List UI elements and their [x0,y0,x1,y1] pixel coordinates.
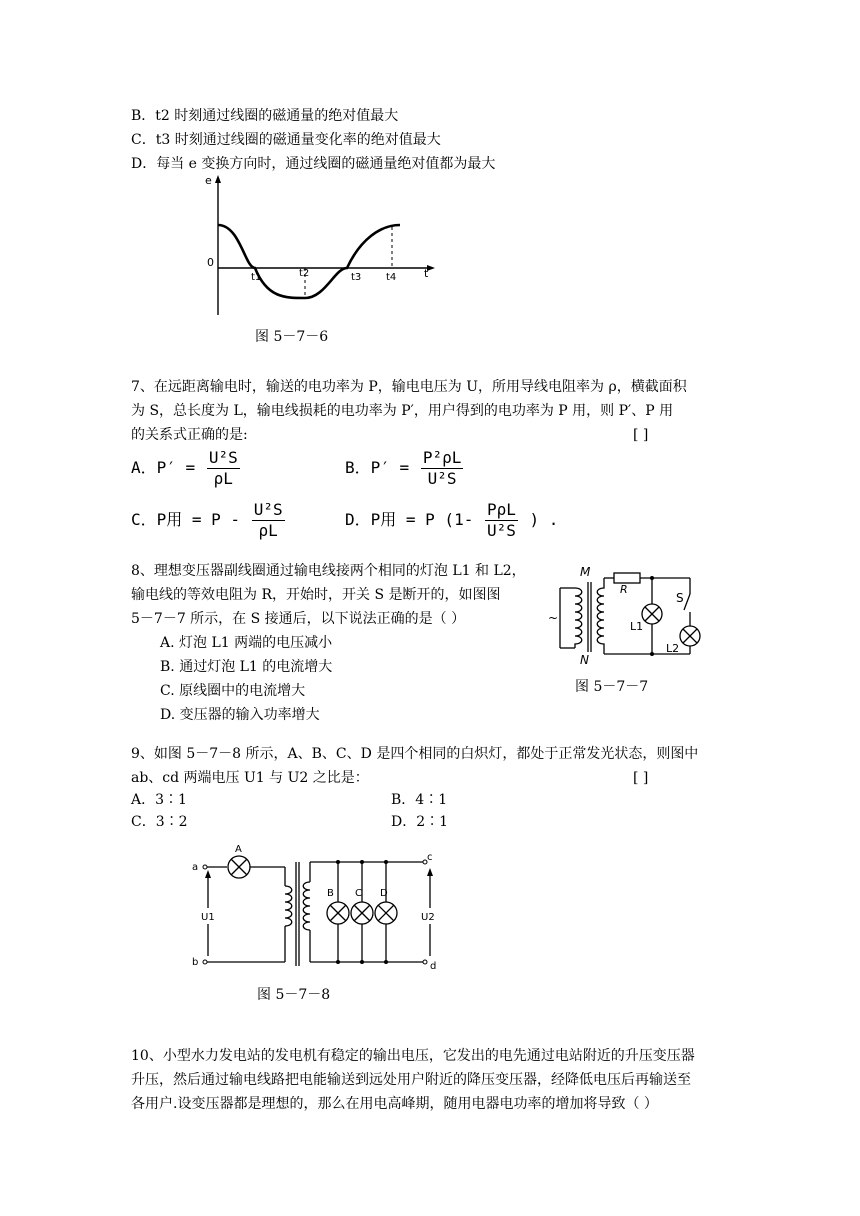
q8-stem-line-2: 输电线的等效电阻为 R，开始时，开关 S 是断开的，如图图 [131,587,501,603]
figure-5-7-8-caption: 图 5－7－8 [257,987,331,1003]
q8-option-c: C. 原线圈中的电流增大 [160,683,306,699]
q9-option-a: A．3∶1 [131,792,187,808]
q8-option-b: B. 通过灯泡 L1 的电流增大 [160,659,333,675]
origin-label: 0 [207,256,214,269]
tick-t2: t2 [299,268,310,279]
q8-option-d: D. 变压器的输入功率增大 [160,707,320,723]
label-n: N [580,653,589,667]
tick-t4: t4 [386,272,397,283]
q6-option-b: B．t2 时刻通过线圈的磁通量的绝对值最大 [131,108,399,124]
q8-stem-line-3: 5－7－7 所示，在 S 接通后，以下说法正确的是（ ） [131,611,466,627]
lamp-a-label: A [235,844,242,855]
label-l1: L1 [630,620,644,633]
q7-option-d-numerator: PρL [486,500,516,519]
q7-option-c-denominator: ρL [258,521,278,540]
q7-option-b-numerator: P²ρL [422,448,462,467]
source-ac-symbol: ~ [548,611,559,625]
terminal-a: a [192,862,199,873]
label-s: S [676,591,684,605]
q8-option-a: A. 灯泡 L1 两端的电压减小 [160,635,333,651]
figure-5-7-8-circuit [175,838,445,978]
tick-t3: t3 [351,272,362,283]
q7-option-a [131,448,242,489]
q7-option-a-label: A．P′ = [131,458,196,477]
label-l2: L2 [666,642,680,655]
q7-option-c [131,500,287,541]
axis-t-label: t [424,267,429,280]
lamp-c-label: C [355,888,362,899]
q7-option-b-denominator: U²S [427,469,457,488]
q7-stem-line-2: 为 S，总长度为 L，输电线损耗的电功率为 P′，用户得到的电功率为 P 用，则 P′、P 用 [131,403,674,419]
q7-option-b [345,448,465,489]
q9-answer-bracket: [ ] [633,770,649,786]
q9-option-d: D．2∶1 [391,814,449,830]
q6-option-d: D．每当 e 变换方向时，通过线圈的磁通量绝对值都为最大 [131,156,496,172]
figure-5-7-7-caption: 图 5－7－7 [575,679,649,695]
q10-line-2: 升压，然后通过输电线路把电能输送到远处用户附近的降压变压器，经降低电压后再输送至 [131,1072,691,1088]
tick-t1: t1 [251,272,262,283]
q9-stem-line-2: ab、cd 两端电压 U1 与 U2 之比是： [131,770,369,786]
terminal-c: c [427,852,433,863]
q9-stem-line-1: 9、如图 5－7－8 所示，A、B、C、D 是四个相同的白炽灯，都处于正常发光状态，则图中 [131,746,699,762]
q10-line-1: 10、小型水力发电站的发电机有稳定的输出电压，它发出的电先通过电站附近的升压变压器 [131,1048,695,1064]
label-m: M [580,565,591,579]
terminal-d: d [430,961,437,972]
q7-option-b-label: B．P′ = [345,458,410,477]
axis-e-label: e [205,174,212,187]
q7-option-c-numerator: U²S [253,500,283,519]
q7-stem-line-1: 7、在远距离输电时，输送的电功率为 P，输电电压为 U，所用导线电阻率为 ρ，横截面积 [131,379,687,395]
q9-option-c: C．3∶2 [131,814,188,830]
sine-curve [218,225,400,298]
q7-option-c-label: C．P用 = P - [131,510,241,529]
voltage-u1-label: U1 [201,912,215,923]
figure-5-7-7-circuit [540,560,720,672]
label-r: R [620,583,628,596]
q8-stem-line-1: 8、理想变压器副线圈通过输电线接两个相同的灯泡 L1 和 L2， [131,563,526,579]
q7-option-d-denominator: U²S [486,521,516,540]
q9-option-b: B．4∶1 [391,792,448,808]
figure-5-7-6-caption: 图 5－7－6 [255,329,329,345]
q7-stem-line-3: 的关系式正确的是: [131,427,248,443]
q7-option-a-denominator: ρL [213,469,233,488]
q7-answer-bracket: [ ] [633,427,649,443]
q10-line-3: 各用户.设变压器都是理想的，那么在用电高峰期，随用电器电功率的增加将导致（ ） [131,1096,658,1112]
q6-option-c: C．t3 时刻通过线圈的磁通量变化率的绝对值最大 [131,132,441,148]
voltage-u2-label: U2 [421,912,435,923]
terminal-b: b [192,957,199,968]
q7-option-d-label: D．P用 = P (1- [345,510,474,529]
q7-option-a-numerator: U²S [208,448,238,467]
lamp-d-label: D [380,888,388,899]
lamp-b-label: B [327,888,334,899]
figure-5-7-6-graph [195,170,445,320]
q7-option-d-tail: ) . [529,510,559,529]
q7-option-d [345,500,558,541]
